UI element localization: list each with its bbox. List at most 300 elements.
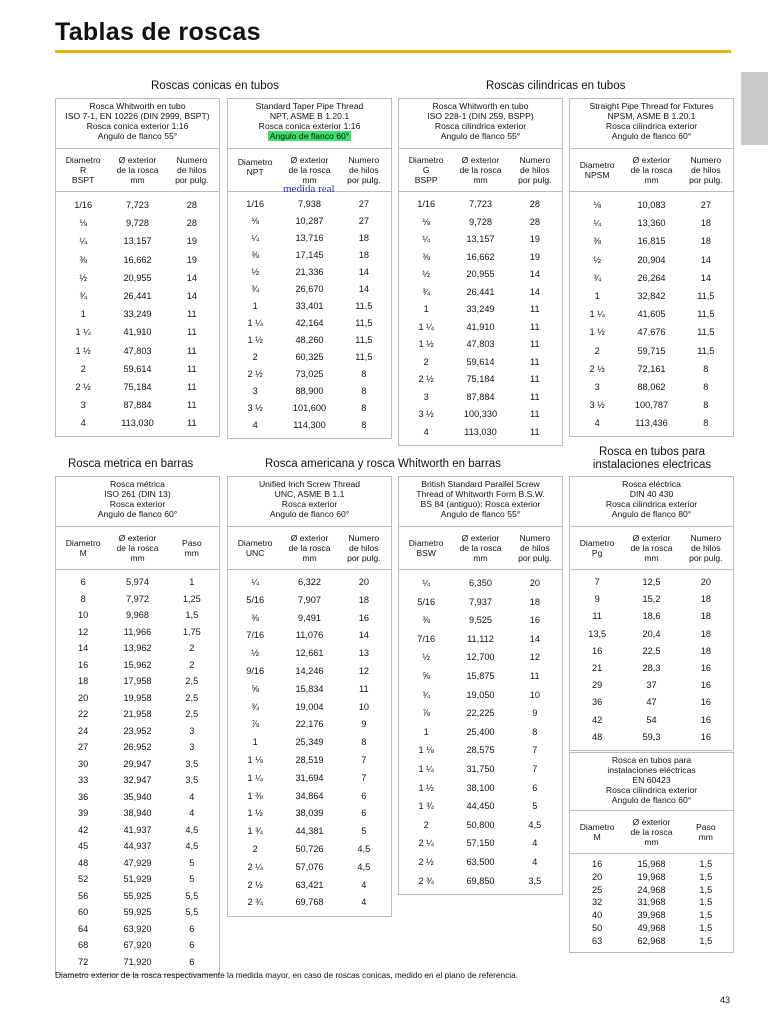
table-cell: 2 ½ <box>247 369 263 379</box>
table-cell: 17,145 <box>295 250 324 260</box>
table-row <box>570 643 733 660</box>
table-cell: 40 <box>592 910 603 921</box>
table-row <box>399 231 562 249</box>
table-header-line <box>570 775 733 785</box>
table-row <box>56 805 219 822</box>
column-header: Diametro R BSPT <box>65 155 101 185</box>
table-cell: 4 <box>532 838 538 849</box>
column-header: Numero de hilos por pulg. <box>347 155 381 185</box>
table-cell: ⅜ <box>251 612 259 623</box>
table-cell: 22,176 <box>295 719 324 730</box>
table-cell: 28,3 <box>642 662 661 673</box>
table-cell: 100,787 <box>634 400 669 411</box>
table-cell: 8 <box>80 593 86 604</box>
table-row <box>399 354 562 372</box>
table-cell: ⅛ <box>422 216 430 227</box>
table-row <box>399 574 562 593</box>
table-cell: 14 <box>529 286 540 297</box>
table-cell: 19 <box>186 236 197 247</box>
table-row <box>570 884 733 897</box>
table-cell: 35,940 <box>123 791 152 802</box>
table-cell: 7,907 <box>297 594 321 605</box>
table-row <box>56 855 219 872</box>
table-header-text: Angulo de flanco 55° <box>440 509 521 519</box>
table-cell: 34,864 <box>295 790 324 801</box>
table-header-text: Thread of Whitworth Form B.S.W. <box>416 489 545 499</box>
table-row <box>399 214 562 232</box>
table-row <box>56 624 219 641</box>
table-header-line <box>228 489 391 499</box>
table-header-line <box>399 509 562 519</box>
title-rule <box>55 50 731 53</box>
table-cell: 12 <box>529 652 540 663</box>
table-header-line <box>228 499 391 509</box>
table-row <box>399 686 562 705</box>
table-cell: 16,662 <box>123 254 152 265</box>
column-header: Diametro M <box>579 822 615 842</box>
table-header-line <box>56 509 219 519</box>
column-headers <box>399 149 562 192</box>
table-row <box>399 797 562 816</box>
table-cell: 1 ½ <box>418 782 434 793</box>
table-body <box>228 192 391 438</box>
table-cell: 18 <box>700 236 711 247</box>
table-row <box>56 251 219 269</box>
table-cell: 39 <box>78 808 89 818</box>
table-row <box>228 230 391 247</box>
table-cell: 60 <box>78 907 89 917</box>
column-headers <box>228 527 391 570</box>
table-header-text: NPSM, ASME B 1.20.1 <box>607 111 696 121</box>
table-header <box>228 99 391 149</box>
table-row <box>228 841 391 859</box>
table-cell: 8 <box>703 400 709 411</box>
table-header-text: ISO 261 (DIN 13) <box>104 489 171 499</box>
table-cell: 14 <box>529 269 540 279</box>
table-cell: 1,5 <box>699 935 713 946</box>
table-row <box>56 360 219 378</box>
table-cell: 16 <box>592 645 603 656</box>
table-cell: 88,900 <box>295 386 324 396</box>
table-cell: 50,726 <box>295 843 324 854</box>
table-unc <box>227 476 392 917</box>
table-row <box>570 729 733 746</box>
table-cell: 49,968 <box>637 922 666 933</box>
table-cell: ½ <box>422 652 430 663</box>
table-row <box>56 706 219 723</box>
table-row <box>228 213 391 230</box>
table-cell: 1 <box>423 726 429 737</box>
table-cell: 2 ½ <box>75 381 91 392</box>
table-row <box>56 287 219 305</box>
table-cell: 41,937 <box>123 824 152 835</box>
table-cell: 15,962 <box>123 659 152 670</box>
table-header-line <box>399 479 562 489</box>
table-header-text: British Standard Parallel Screw <box>421 479 540 489</box>
table-cell: 6 <box>361 808 367 819</box>
table-cell: 16 <box>78 659 89 670</box>
section-title-cilindricas: Roscas cilindricas en tubos <box>486 80 626 92</box>
table-cell: 31,750 <box>466 763 495 774</box>
table-header-text: NPT, ASME B 1.20.1 <box>269 111 350 121</box>
table-npt <box>227 98 392 439</box>
table-header-line <box>228 121 391 131</box>
table-header-line <box>570 121 733 131</box>
table-cell: 18 <box>358 250 369 260</box>
table-cell: 14,246 <box>295 665 324 676</box>
table-cell: 26,952 <box>123 742 152 752</box>
table-cell: 32 <box>592 897 603 908</box>
table-header-text: ISO 7-1, EN 10226 (DIN 2999, BSPT) <box>65 111 210 121</box>
table-cell: 11,5 <box>355 352 373 362</box>
table-cell: 16,662 <box>466 251 495 262</box>
table-cell: 88,062 <box>637 381 666 392</box>
table-cell: 13,5 <box>588 628 607 639</box>
table-body <box>399 570 562 894</box>
table-header-text: Rosca exterior <box>109 499 166 509</box>
table-body <box>228 570 391 916</box>
table-cell: ⅞ <box>422 708 430 719</box>
table-cell: 20,904 <box>637 254 666 265</box>
table-cell: 48 <box>78 857 89 868</box>
table-cell: 16 <box>592 859 603 869</box>
table-cell: 1,5 <box>699 859 713 869</box>
table-header-line <box>56 499 219 509</box>
table-cell: 4 <box>252 420 258 430</box>
table-cell: 51,929 <box>123 874 152 884</box>
table-cell: 14 <box>358 630 369 641</box>
table-row <box>56 214 219 232</box>
table-cell: 33,401 <box>295 301 324 311</box>
table-cell: 1,5 <box>185 610 199 620</box>
table-cell: ½ <box>251 267 259 277</box>
column-header: Diametro NPSM <box>579 160 615 180</box>
table-row <box>228 699 391 717</box>
table-cell: 57,076 <box>295 861 324 872</box>
table-row <box>570 896 733 909</box>
table-cell: 45 <box>78 841 89 851</box>
table-cell: 2 <box>189 643 195 653</box>
table-cell: 60,325 <box>295 352 324 362</box>
table-cell: 6,322 <box>297 577 321 587</box>
table-cell: 59,715 <box>637 345 666 356</box>
table-cell: 1,5 <box>699 884 713 895</box>
table-cell: 13 <box>358 648 369 659</box>
table-cell: 19,004 <box>295 701 324 712</box>
page-number: 43 <box>720 995 731 1005</box>
table-header-text: UNC, ASME B 1.1 <box>274 489 345 499</box>
table-cell: 13,157 <box>123 236 152 247</box>
table-cell: 63,920 <box>123 923 152 934</box>
table-cell: ⅜ <box>422 251 430 262</box>
table-header-text: Straight Pipe Thread for Fixtures <box>589 101 714 111</box>
table-cell: 11 <box>187 400 197 411</box>
table-cell: 1 ¼ <box>589 309 605 320</box>
table-cell: ¾ <box>593 272 601 283</box>
table-cell: 3 <box>594 381 600 392</box>
table-cell: 7,723 <box>125 200 149 210</box>
table-cell: 1/16 <box>246 199 265 209</box>
table-header <box>399 99 562 149</box>
table-cell: 4 <box>80 418 86 429</box>
table-cell: 27 <box>700 200 711 210</box>
column-header: Ø exterior de la rosca mm <box>630 155 673 185</box>
column-header: Numero de hilos por pulg. <box>347 533 381 563</box>
table-en60423 <box>569 752 734 953</box>
table-row <box>570 378 733 396</box>
table-cell: ⅝ <box>422 670 430 681</box>
column-headers <box>570 149 733 192</box>
table-cell: 113,030 <box>464 426 497 437</box>
table-cell: 54 <box>646 714 657 725</box>
table-cell: 2 ¼ <box>418 838 434 849</box>
table-cell: 71,920 <box>123 956 152 967</box>
table-cell: ¾ <box>422 286 430 297</box>
table-header <box>570 753 733 811</box>
column-header: Diametro Pg <box>579 538 615 558</box>
table-cell: 11,5 <box>697 290 715 301</box>
table-cell: ⅝ <box>251 683 259 694</box>
table-cell: 1 ½ <box>589 327 605 338</box>
table-cell: 14 <box>700 272 711 283</box>
table-row <box>399 611 562 630</box>
table-cell: 2 <box>594 345 600 356</box>
table-row <box>56 305 219 323</box>
table-row <box>399 760 562 779</box>
table-cell: 72 <box>78 956 89 967</box>
table-header-line <box>56 101 219 111</box>
table-cell: 21,336 <box>295 267 324 277</box>
table-header-line <box>399 489 562 499</box>
table-cell: 28 <box>529 216 540 227</box>
table-header-text: EN 60423 <box>632 775 671 785</box>
table-header-text: instalaciones eléctricas <box>607 765 696 775</box>
table-header-line <box>570 479 733 489</box>
table-header-line <box>570 101 733 111</box>
table-cell: 8 <box>703 381 709 392</box>
table-row <box>228 877 391 895</box>
table-cell: 11 <box>187 418 197 429</box>
table-cell: 7 <box>361 754 367 765</box>
table-row <box>228 247 391 264</box>
table-cell: 11 <box>530 426 540 437</box>
table-cell: 44,450 <box>466 801 495 812</box>
table-cell: 14 <box>358 267 369 277</box>
table-cell: 19,958 <box>123 692 152 703</box>
table-header-line <box>399 101 562 111</box>
table-row <box>228 770 391 788</box>
table-cell: 113,030 <box>121 418 154 429</box>
table-cell: 55,925 <box>123 890 152 901</box>
table-cell: 1 <box>189 577 195 587</box>
table-cell: ⅜ <box>593 236 601 247</box>
table-cell: ¼ <box>251 233 259 243</box>
table-cell: 20 <box>529 578 540 588</box>
table-row <box>56 378 219 396</box>
table-row <box>56 574 219 591</box>
table-cell: 25,400 <box>466 726 495 737</box>
table-cell: 8 <box>361 420 367 430</box>
table-cell: 1 <box>252 737 258 748</box>
table-cell: 4,5 <box>528 819 542 830</box>
table-header-line <box>56 131 219 141</box>
table-cell: 28 <box>186 218 197 229</box>
table-cell: 42 <box>592 714 603 725</box>
table-header-text: Angulo de flanco 80° <box>611 509 692 519</box>
table-cell: 8 <box>703 418 709 429</box>
table-cell: ¾ <box>251 701 259 712</box>
table-cell: 38,100 <box>466 782 495 793</box>
table-cell: 10,287 <box>295 216 324 226</box>
table-cell: 2 ¾ <box>247 897 263 908</box>
table-row <box>56 739 219 756</box>
table-cell: 73,025 <box>295 369 324 379</box>
table-header-text: BS 84 (antiguo): Rosca exterior <box>420 499 541 509</box>
table-cell: 28 <box>529 199 540 209</box>
table-cell: 28 <box>186 200 197 210</box>
column-header: Ø exterior de la rosca mm <box>630 817 673 847</box>
table-header-line <box>399 131 562 141</box>
table-cell: 14 <box>529 633 540 644</box>
table-cell: 14 <box>186 272 197 283</box>
table-pg <box>569 476 734 751</box>
table-cell: 69,768 <box>295 897 324 908</box>
table-cell: 14 <box>186 290 197 301</box>
table-cell: 4 <box>594 418 600 429</box>
table-cell: 12,5 <box>642 577 661 587</box>
table-cell: 3 ½ <box>247 403 263 413</box>
table-cell: 69,850 <box>466 875 495 886</box>
table-row <box>570 626 733 643</box>
table-row <box>570 871 733 884</box>
table-body <box>570 854 733 952</box>
table-header-text: Rosca conica exterior 1:16 <box>258 121 361 131</box>
table-cell: 11 <box>187 381 197 392</box>
table-row <box>56 657 219 674</box>
table-cell: 29,947 <box>123 758 152 769</box>
table-cell: 22,5 <box>642 645 661 656</box>
table-cell: 47,676 <box>637 327 666 338</box>
table-row <box>228 716 391 734</box>
table-row <box>228 805 391 823</box>
table-row <box>399 406 562 424</box>
table-row <box>56 822 219 839</box>
table-row <box>228 400 391 417</box>
table-cell: 16 <box>358 612 369 623</box>
table-cell: 11 <box>530 339 540 349</box>
table-cell: 22 <box>78 709 89 719</box>
table-cell: 1,5 <box>699 897 713 908</box>
table-cell: 4 <box>189 791 195 802</box>
table-header-line <box>228 509 391 519</box>
table-row <box>570 287 733 305</box>
table-cell: 2 ½ <box>418 856 434 867</box>
table-cell: 20 <box>358 577 369 587</box>
table-cell: 1 ¼ <box>247 772 263 783</box>
table-header-line <box>56 479 219 489</box>
table-cell: 3,5 <box>185 758 199 769</box>
table-cell: 41,605 <box>637 309 666 320</box>
table-header-line <box>228 131 391 141</box>
table-header-text: Rosca cilindrica exterior <box>605 785 698 795</box>
table-cell: ⅛ <box>79 218 87 229</box>
table-row <box>56 591 219 608</box>
table-row <box>56 323 219 341</box>
table-cell: 4 <box>361 879 367 890</box>
table-cell: 7,723 <box>468 199 492 209</box>
column-header: Ø exterior de la rosca mm <box>459 533 502 563</box>
table-cell: 3 ½ <box>418 409 434 419</box>
table-cell: ⅜ <box>79 254 87 265</box>
table-row <box>399 196 562 214</box>
table-row <box>228 894 391 912</box>
table-row <box>570 396 733 414</box>
table-cell: 11 <box>530 374 540 384</box>
table-cell: 13,360 <box>637 218 666 229</box>
table-cell: 8 <box>703 363 709 374</box>
table-cell: 11 <box>530 409 540 419</box>
table-row <box>56 723 219 740</box>
table-row <box>399 266 562 284</box>
table-cell: 4 <box>532 856 538 867</box>
table-cell: 8 <box>361 369 367 379</box>
table-bspp <box>398 98 563 446</box>
table-cell: 2 ¾ <box>418 875 434 886</box>
table-header-text: Rosca eléctrica <box>622 479 681 489</box>
table-cell: 56 <box>78 890 89 901</box>
table-cell: 63,500 <box>466 856 495 867</box>
table-cell: 52 <box>78 874 89 884</box>
table-cell: 3 <box>80 400 86 411</box>
table-cell: 20 <box>78 692 89 703</box>
column-header: Numero de hilos por pulg. <box>518 155 552 185</box>
table-row <box>56 414 219 432</box>
table-cell: 16 <box>700 680 711 691</box>
table-cell: 25 <box>592 884 603 895</box>
table-row <box>570 251 733 269</box>
table-cell: 44,381 <box>295 826 324 837</box>
table-cell: 1 <box>594 290 600 301</box>
table-cell: 48 <box>592 731 603 742</box>
table-cell: 20,4 <box>642 628 661 639</box>
column-header: Diametro NPT <box>237 157 273 177</box>
table-cell: 38,039 <box>295 808 324 819</box>
table-cell: 5,974 <box>125 577 149 587</box>
table-row <box>228 859 391 877</box>
table-cell: 11 <box>530 304 540 314</box>
table-cell: ¼ <box>422 578 430 588</box>
table-cell: 57,150 <box>466 838 495 849</box>
table-row <box>570 591 733 608</box>
table-cell: 4 <box>361 897 367 908</box>
table-header-text: Rosca Whitworth en tubo <box>432 101 529 111</box>
table-header-text: Rosca en tubos para <box>611 755 692 765</box>
table-row <box>56 396 219 414</box>
table-cell: ⅞ <box>251 719 259 730</box>
table-row <box>399 249 562 267</box>
table-cell: 26,264 <box>637 272 666 283</box>
table-cell: 15,968 <box>637 859 666 869</box>
table-row <box>56 888 219 905</box>
table-cell: 6 <box>189 956 195 967</box>
table-cell: 12,661 <box>295 648 324 659</box>
table-row <box>228 298 391 315</box>
table-cell: 18 <box>700 218 711 229</box>
table-row <box>570 660 733 677</box>
table-cell: 18 <box>529 596 540 607</box>
table-cell: 18 <box>700 611 711 622</box>
table-cell: 27 <box>358 216 369 226</box>
